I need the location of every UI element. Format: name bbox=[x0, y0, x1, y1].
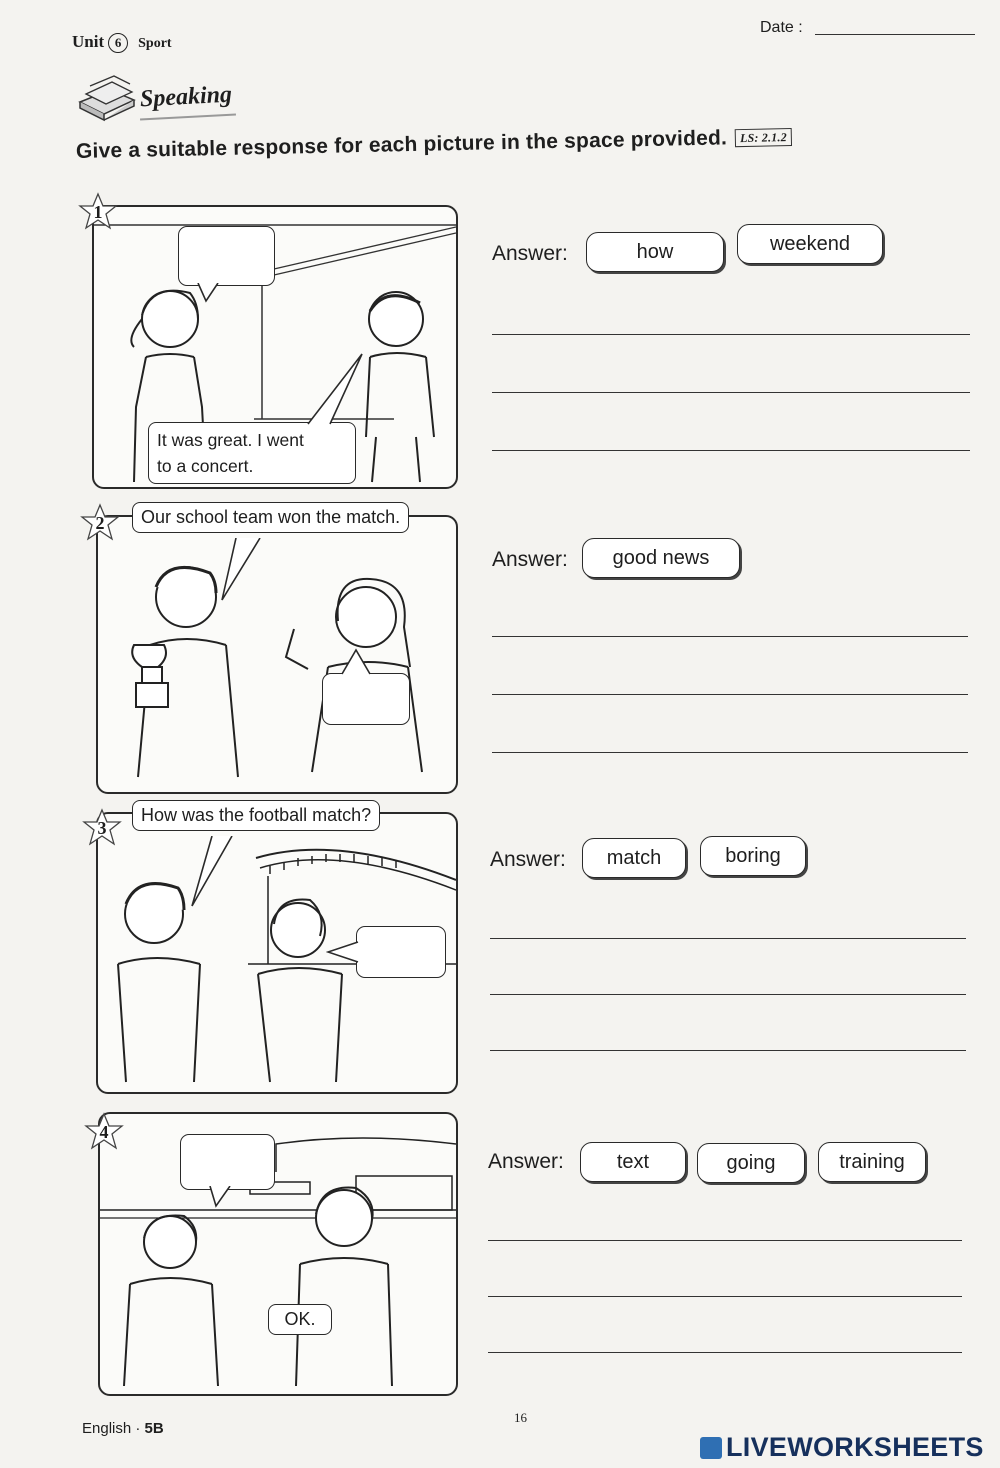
question-number-2: 2 bbox=[80, 503, 120, 543]
word-chip-training[interactable]: training bbox=[818, 1142, 926, 1182]
liveworksheets-logo: LIVEWORKSHEETS bbox=[700, 1432, 984, 1463]
scene-2-illustration bbox=[98, 517, 456, 792]
bubble-1-line2: to a concert. bbox=[157, 456, 254, 476]
answer-line-2c[interactable] bbox=[492, 752, 968, 753]
instruction bbox=[76, 125, 792, 164]
answer-label-3: Answer: bbox=[490, 848, 566, 871]
bubble-tail-3b bbox=[188, 836, 238, 908]
answer-label-4: Answer: bbox=[488, 1150, 564, 1173]
question-number-4: 4 bbox=[84, 1112, 124, 1152]
question-number-3: 3 bbox=[82, 808, 122, 848]
books-icon bbox=[76, 72, 138, 122]
answer-line-4b[interactable] bbox=[488, 1296, 962, 1297]
date-field[interactable] bbox=[815, 34, 975, 35]
scene-4-illustration bbox=[100, 1114, 456, 1394]
word-chip-how[interactable]: how bbox=[586, 232, 724, 272]
unit-number: 6 bbox=[108, 33, 128, 53]
speech-bubble-2: Our school team won the match. bbox=[132, 502, 409, 533]
speech-bubble-4: OK. bbox=[268, 1304, 332, 1335]
answer-label-1: Answer: bbox=[492, 242, 568, 265]
word-chip-match[interactable]: match bbox=[582, 838, 686, 878]
bubble-tail-2 bbox=[340, 648, 376, 676]
answer-line-3a[interactable] bbox=[490, 938, 966, 939]
book-name: English bbox=[82, 1420, 132, 1437]
title-underline bbox=[140, 113, 236, 120]
page-number: 16 bbox=[514, 1410, 527, 1425]
unit-label: Unit bbox=[72, 32, 105, 51]
picture-frame-2 bbox=[96, 515, 458, 794]
question-number-1: 1 bbox=[78, 192, 118, 232]
liveworksheets-mark-icon bbox=[700, 1437, 722, 1459]
answer-line-3c[interactable] bbox=[490, 1050, 966, 1051]
speech-bubble-empty-4[interactable] bbox=[180, 1134, 275, 1190]
answer-label-2: Answer: bbox=[492, 548, 568, 571]
picture-frame-4 bbox=[98, 1112, 458, 1396]
answer-line-4a[interactable] bbox=[488, 1240, 962, 1241]
instruction-text: Give a suitable response for each picture in the space provided. bbox=[75, 126, 728, 163]
answer-line-1a[interactable] bbox=[492, 334, 970, 335]
book-footer: English · 5B bbox=[82, 1420, 164, 1437]
speech-bubble-empty-2[interactable] bbox=[322, 673, 410, 725]
bubble-tail-2b bbox=[216, 538, 266, 602]
answer-line-2b[interactable] bbox=[492, 694, 968, 695]
bubble-tail-1 bbox=[196, 283, 226, 303]
section-title: Speaking bbox=[139, 81, 233, 113]
speech-bubble-empty-1[interactable] bbox=[178, 226, 275, 286]
word-chip-boring[interactable]: boring bbox=[700, 836, 806, 876]
word-chip-going[interactable]: going bbox=[697, 1143, 805, 1183]
bubble-tail-1b bbox=[300, 350, 370, 426]
speech-bubble-1 bbox=[148, 422, 356, 484]
speech-bubble-3: How was the football match? bbox=[132, 800, 380, 831]
unit-topic: Sport bbox=[138, 36, 172, 51]
bubble-tail-4 bbox=[208, 1186, 238, 1208]
word-chip-text[interactable]: text bbox=[580, 1142, 686, 1182]
bubble-tail-3 bbox=[326, 940, 360, 966]
bubble-1-line1: It was great. I went bbox=[157, 430, 304, 450]
ls-tag: LS: 2.1.2 bbox=[735, 128, 792, 147]
unit-header bbox=[72, 32, 172, 53]
answer-line-1b[interactable] bbox=[492, 392, 970, 393]
word-chip-good-news[interactable]: good news bbox=[582, 538, 740, 578]
answer-line-1c[interactable] bbox=[492, 450, 970, 451]
answer-line-2a[interactable] bbox=[492, 636, 968, 637]
speech-bubble-empty-3[interactable] bbox=[356, 926, 446, 978]
word-chip-weekend[interactable]: weekend bbox=[737, 224, 883, 264]
answer-line-4c[interactable] bbox=[488, 1352, 962, 1353]
book-level: 5B bbox=[144, 1420, 164, 1437]
answer-line-3b[interactable] bbox=[490, 994, 966, 995]
date-label: Date : bbox=[760, 19, 803, 36]
